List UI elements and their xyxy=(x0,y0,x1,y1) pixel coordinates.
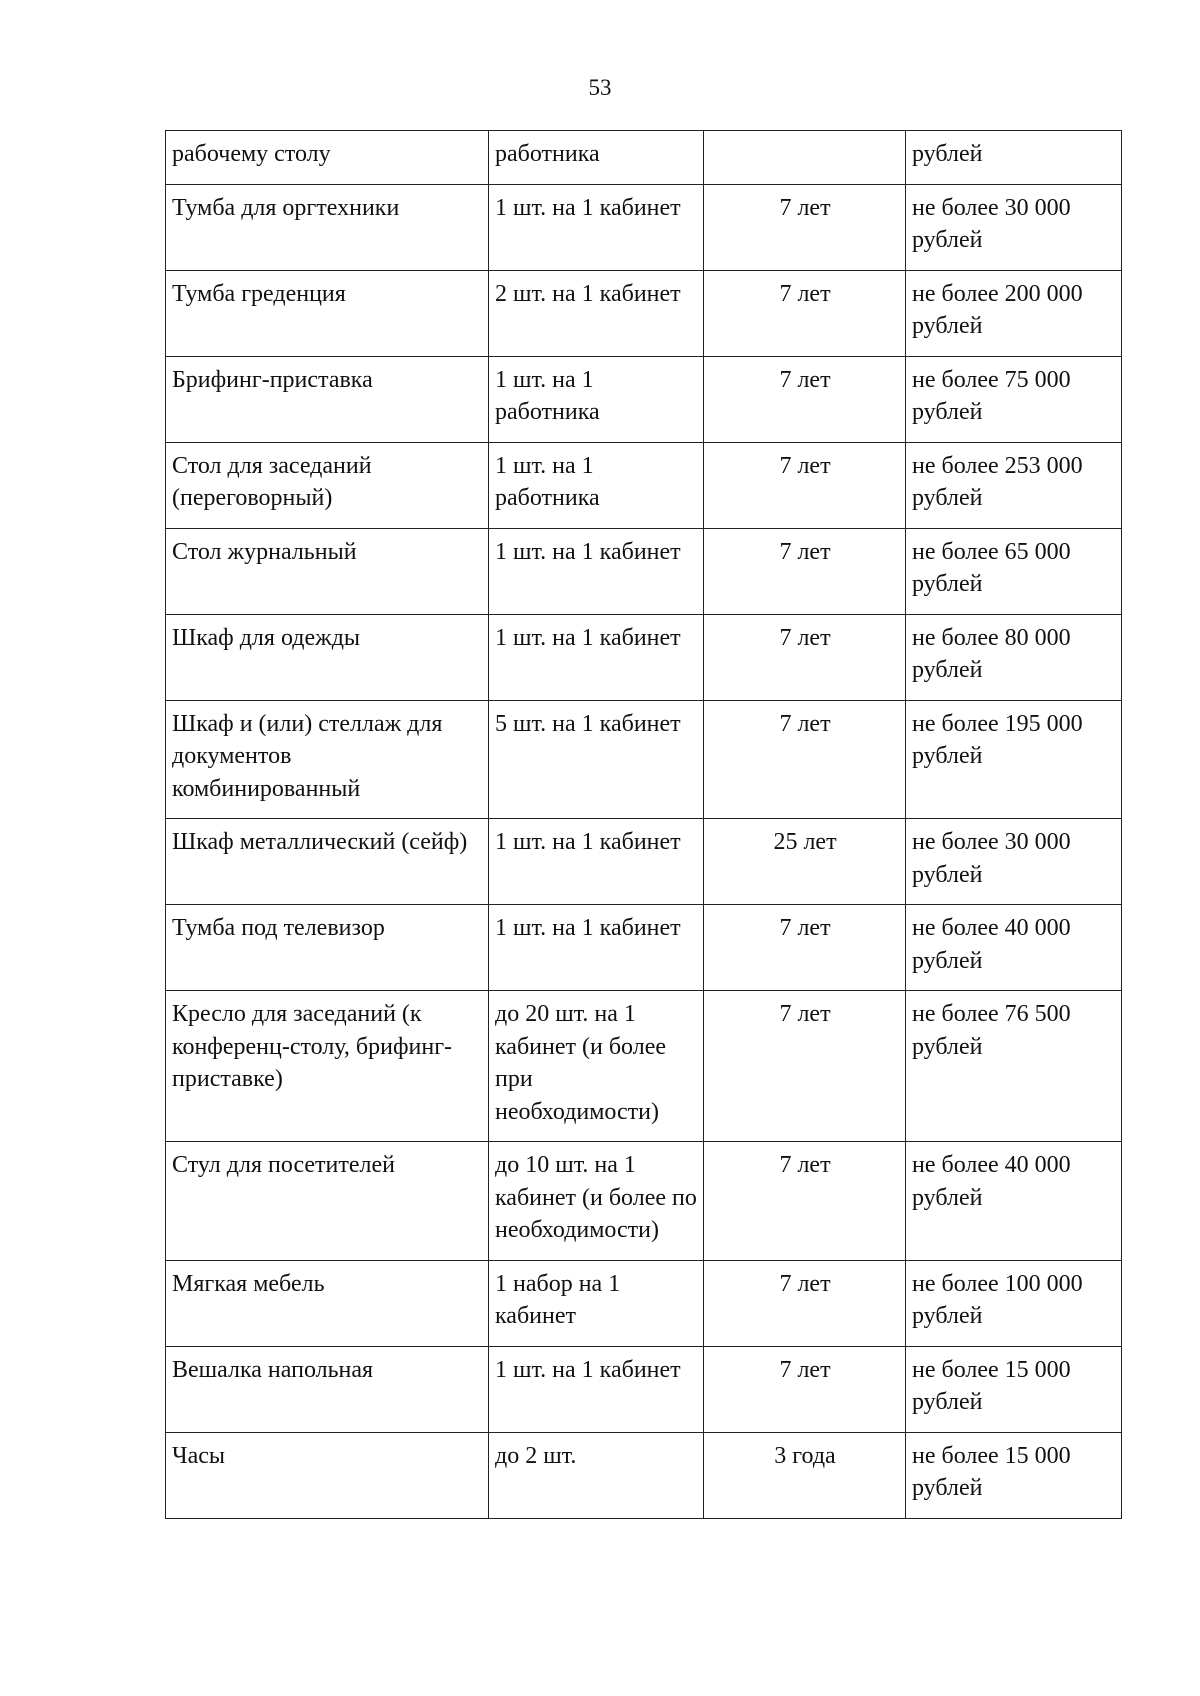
item-name-cell: Тумба греденция xyxy=(166,270,489,356)
price-cell: не более 65 000 рублей xyxy=(906,528,1122,614)
table-row xyxy=(166,991,1122,1142)
item-name-cell: Шкаф и (или) стеллаж для документов комбинированный xyxy=(166,700,489,819)
price-cell: не более 40 000 рублей xyxy=(906,905,1122,991)
service-life-cell: 7 лет xyxy=(704,1346,906,1432)
price-cell: не более 15 000 рублей xyxy=(906,1432,1122,1518)
service-life-cell: 7 лет xyxy=(704,991,906,1142)
price-cell: не более 75 000 рублей xyxy=(906,356,1122,442)
price-cell: не более 15 000 рублей xyxy=(906,1346,1122,1432)
service-life-cell: 7 лет xyxy=(704,528,906,614)
table-row xyxy=(166,131,1122,185)
item-name-cell: Шкаф для одежды xyxy=(166,614,489,700)
service-life-cell: 7 лет xyxy=(704,614,906,700)
table-row xyxy=(166,1346,1122,1432)
table-row xyxy=(166,184,1122,270)
quantity-norm-cell: 1 шт. на 1 работника xyxy=(489,442,704,528)
service-life-cell: 25 лет xyxy=(704,819,906,905)
price-cell: не более 30 000 рублей xyxy=(906,819,1122,905)
table-row xyxy=(166,1260,1122,1346)
quantity-norm-cell: 1 набор на 1 кабинет xyxy=(489,1260,704,1346)
page-number: 53 xyxy=(588,75,612,100)
service-life-cell: 7 лет xyxy=(704,442,906,528)
price-cell: не более 253 000 рублей xyxy=(906,442,1122,528)
quantity-norm-cell: до 10 шт. на 1 кабинет (и более по необходимости) xyxy=(489,1142,704,1261)
price-cell: не более 195 000 рублей xyxy=(906,700,1122,819)
quantity-norm-cell: 2 шт. на 1 кабинет xyxy=(489,270,704,356)
service-life-cell: 7 лет xyxy=(704,1142,906,1261)
table-row xyxy=(166,819,1122,905)
service-life-cell xyxy=(704,131,906,185)
table-row xyxy=(166,700,1122,819)
service-life-cell: 7 лет xyxy=(704,270,906,356)
table-row xyxy=(166,442,1122,528)
table-row xyxy=(166,614,1122,700)
furniture-norms-table xyxy=(165,130,1122,1519)
quantity-norm-cell: 1 шт. на 1 кабинет xyxy=(489,1346,704,1432)
price-cell: рублей xyxy=(906,131,1122,185)
item-name-cell: Вешалка напольная xyxy=(166,1346,489,1432)
table-row xyxy=(166,270,1122,356)
item-name-cell: Тумба под телевизор xyxy=(166,905,489,991)
item-name-cell: Тумба для оргтехники xyxy=(166,184,489,270)
quantity-norm-cell: 1 шт. на 1 кабинет xyxy=(489,614,704,700)
service-life-cell: 7 лет xyxy=(704,905,906,991)
table-row xyxy=(166,356,1122,442)
item-name-cell: Шкаф металлический (сейф) xyxy=(166,819,489,905)
service-life-cell: 7 лет xyxy=(704,1260,906,1346)
quantity-norm-cell: до 20 шт. на 1 кабинет (и более при необходимости) xyxy=(489,991,704,1142)
price-cell: не более 76 500 рублей xyxy=(906,991,1122,1142)
table-row xyxy=(166,905,1122,991)
item-name-cell: Стол журнальный xyxy=(166,528,489,614)
item-name-cell: Часы xyxy=(166,1432,489,1518)
table-row xyxy=(166,528,1122,614)
quantity-norm-cell: 1 шт. на 1 кабинет xyxy=(489,905,704,991)
quantity-norm-cell: 1 шт. на 1 кабинет xyxy=(489,184,704,270)
item-name-cell: Брифинг-приставка xyxy=(166,356,489,442)
table-row xyxy=(166,1142,1122,1261)
price-cell: не более 80 000 рублей xyxy=(906,614,1122,700)
item-name-cell: рабочему столу xyxy=(166,131,489,185)
quantity-norm-cell: 1 шт. на 1 кабинет xyxy=(489,528,704,614)
item-name-cell: Стол для заседаний (переговорный) xyxy=(166,442,489,528)
price-cell: не более 100 000 рублей xyxy=(906,1260,1122,1346)
price-cell: не более 200 000 рублей xyxy=(906,270,1122,356)
quantity-norm-cell: 5 шт. на 1 кабинет xyxy=(489,700,704,819)
item-name-cell: Стул для посетителей xyxy=(166,1142,489,1261)
quantity-norm-cell: 1 шт. на 1 кабинет xyxy=(489,819,704,905)
service-life-cell: 3 года xyxy=(704,1432,906,1518)
item-name-cell: Кресло для заседаний (к конференц-столу, брифинг-приставке) xyxy=(166,991,489,1142)
quantity-norm-cell: работника xyxy=(489,131,704,185)
item-name-cell: Мягкая мебель xyxy=(166,1260,489,1346)
table-row xyxy=(166,1432,1122,1518)
price-cell: не более 30 000 рублей xyxy=(906,184,1122,270)
service-life-cell: 7 лет xyxy=(704,700,906,819)
quantity-norm-cell: 1 шт. на 1 работника xyxy=(489,356,704,442)
service-life-cell: 7 лет xyxy=(704,356,906,442)
service-life-cell: 7 лет xyxy=(704,184,906,270)
quantity-norm-cell: до 2 шт. xyxy=(489,1432,704,1518)
price-cell: не более 40 000 рублей xyxy=(906,1142,1122,1261)
